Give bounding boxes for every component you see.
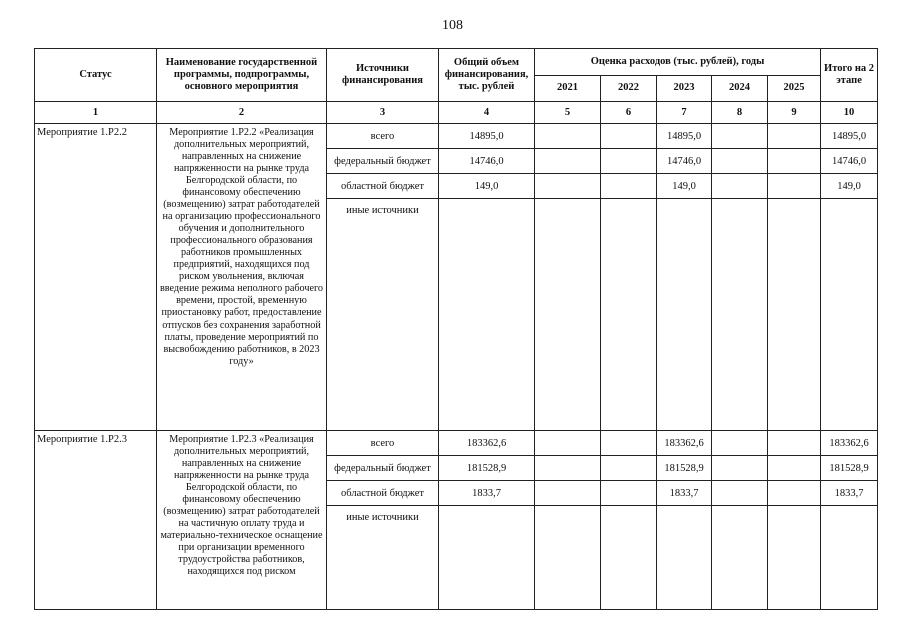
value-cell (535, 199, 600, 430)
value-cell (712, 174, 767, 199)
source-cell: областной бюджет (327, 174, 438, 199)
value-cell: 14895,0 (439, 124, 534, 149)
value-cell (601, 124, 656, 149)
value-cell: 181528,9 (821, 456, 877, 481)
value-cell (601, 456, 656, 481)
value-cell (712, 456, 767, 481)
value-cell (535, 431, 600, 456)
value-cell (535, 149, 600, 174)
value-cell (535, 481, 600, 506)
value-cell (768, 174, 820, 199)
value-cell (439, 506, 534, 609)
header-estimate: Оценка расходов (тыс. рублей), годы (535, 49, 821, 76)
value-cell (768, 481, 820, 506)
value-cell (712, 506, 767, 609)
col-number: 4 (439, 102, 535, 124)
value-cell (439, 199, 534, 430)
value-cell: 1833,7 (657, 481, 711, 506)
value-cell (535, 174, 600, 199)
value-cell (768, 149, 820, 174)
col-number: 5 (535, 102, 601, 124)
header-year: 2021 (535, 76, 601, 102)
col-number: 9 (768, 102, 821, 124)
value-cell: 181528,9 (439, 456, 534, 481)
value-cell (601, 431, 656, 456)
value-cell (601, 149, 656, 174)
value-cell (768, 431, 820, 456)
source-cell: иные источники (346, 512, 419, 523)
value-cell (712, 431, 767, 456)
header-year: 2022 (601, 76, 657, 102)
col-number: 1 (35, 102, 157, 124)
value-cell: 14746,0 (821, 149, 877, 174)
page-number: 108 (442, 18, 463, 33)
col-number: 6 (601, 102, 657, 124)
value-cell: 183362,6 (821, 431, 877, 456)
header-year: 2024 (712, 76, 768, 102)
col-number: 8 (712, 102, 768, 124)
value-cell: 1833,7 (821, 481, 877, 506)
source-cell: всего (327, 431, 438, 456)
source-cell: иные источники (346, 205, 419, 216)
value-cell (657, 506, 711, 609)
row-name: Мероприятие 1.Р2.3 «Реализация дополнительных мероприятий, направленных на снижение напряженности на рынке труда Белгородской области, по финансовому обеспечению (возмещению) затрат работодателей на частичную оплату труда и материально-техническое оснащение при организации временного трудоустройства работников, находящихся под риском (157, 431, 327, 610)
header-year: 2025 (768, 76, 821, 102)
row-status: Мероприятие 1.Р2.3 (35, 431, 157, 610)
value-cell (601, 506, 656, 609)
value-cell (601, 199, 656, 430)
value-cell: 149,0 (439, 174, 534, 199)
value-cell (712, 481, 767, 506)
header-status: Статус (35, 49, 157, 102)
value-cell (535, 124, 600, 149)
value-cell (712, 149, 767, 174)
value-cell (768, 506, 820, 609)
value-cell: 14895,0 (821, 124, 877, 149)
header-stage-total: Итого на 2 этапе (821, 49, 878, 102)
value-cell (712, 199, 767, 430)
source-cell: областной бюджет (327, 481, 438, 506)
budget-table (34, 48, 878, 610)
col-number: 3 (327, 102, 439, 124)
value-cell (712, 124, 767, 149)
header-sources: Источники финансирования (327, 49, 439, 102)
header-name: Наименование государственной программы, подпрограммы, основного мероприятия (157, 49, 327, 102)
value-cell (535, 456, 600, 481)
value-cell: 183362,6 (439, 431, 534, 456)
value-cell (535, 506, 600, 609)
value-cell: 1833,7 (439, 481, 534, 506)
value-cell: 181528,9 (657, 456, 711, 481)
value-cell: 14746,0 (439, 149, 534, 174)
value-cell: 149,0 (657, 174, 711, 199)
table-row (35, 124, 878, 431)
value-cell: 14746,0 (657, 149, 711, 174)
value-cell (768, 199, 820, 430)
source-cell: федеральный бюджет (327, 456, 438, 481)
value-cell: 149,0 (821, 174, 877, 199)
table-row (35, 431, 878, 610)
source-cell: федеральный бюджет (327, 149, 438, 174)
header-year: 2023 (657, 76, 712, 102)
col-number: 10 (821, 102, 878, 124)
row-name: Мероприятие 1.Р2.2 «Реализация дополнительных мероприятий, направленных на снижение напряженности на рынке труда Белгородской области, по финансовому обеспечению (возмещению) затрат работодателей на организацию профессионального обучения и дополнительного профессионального образования работников промышленных предприятий, находящихся под риском увольнения, включая введение режима неполного рабочего времени, простой, временную приостановку работ, предоставление отпусков без сохранения заработной платы, проведение мероприятий по высвобождению работников, в 2023 году» (157, 124, 327, 431)
value-cell (657, 199, 711, 430)
value-cell: 14895,0 (657, 124, 711, 149)
value-cell: 183362,6 (657, 431, 711, 456)
value-cell (768, 124, 820, 149)
value-cell (821, 199, 877, 430)
source-cell: всего (327, 124, 438, 149)
value-cell (821, 506, 877, 609)
header-total: Общий объем финансирования, тыс. рублей (439, 49, 535, 102)
value-cell (601, 174, 656, 199)
col-number: 7 (657, 102, 712, 124)
row-status: Мероприятие 1.Р2.2 (35, 124, 157, 431)
value-cell (768, 456, 820, 481)
col-number: 2 (157, 102, 327, 124)
value-cell (601, 481, 656, 506)
